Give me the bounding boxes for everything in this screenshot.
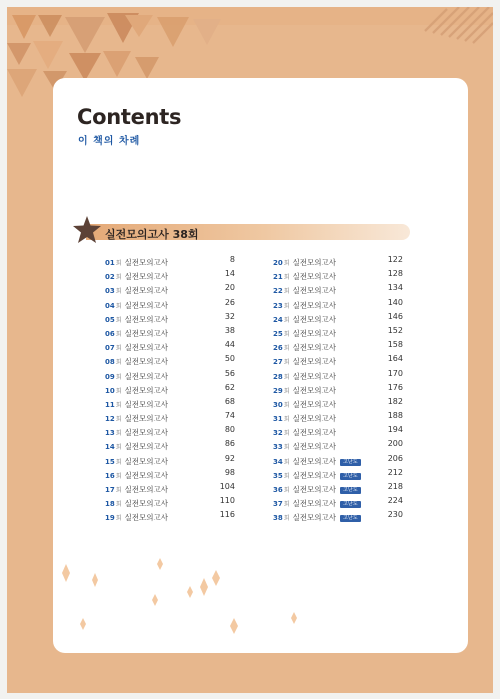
toc-entry — [273, 296, 403, 310]
toc-entry-suffix: 회 — [283, 260, 290, 267]
toc-entry-page: 110 — [219, 496, 235, 506]
toc-entry-number: 07 — [105, 344, 115, 353]
toc-entry-number: 34 — [273, 457, 283, 466]
toc-entry-suffix: 회 — [283, 359, 290, 367]
toc-entry — [273, 281, 403, 295]
difficulty-badge: 고난도 — [340, 501, 361, 508]
toc-entry — [105, 423, 235, 437]
toc-entry-page: 38 — [224, 325, 235, 335]
toc-entry-suffix: 회 — [283, 345, 290, 353]
toc-entry — [273, 324, 403, 338]
toc-entry-page: 134 — [387, 283, 403, 293]
toc-entry-number: 29 — [273, 386, 283, 395]
toc-entry-title: 실전모의고사 — [124, 442, 169, 452]
toc-entry — [105, 452, 235, 466]
toc-entry-page: 98 — [224, 467, 235, 477]
toc-entry — [273, 466, 403, 480]
toc-entry — [273, 310, 403, 324]
toc-entry — [273, 409, 403, 423]
toc-entry-title: 실전모의고사 — [124, 399, 169, 409]
toc-entry-suffix: 회 — [115, 316, 122, 324]
toc-entry-number: 32 — [273, 429, 283, 438]
toc-entry-title: 실전모의고사 — [292, 371, 337, 381]
toc-entry-number: 37 — [273, 500, 283, 509]
toc-entry-suffix: 회 — [283, 487, 290, 494]
toc-entry-suffix: 회 — [115, 373, 122, 381]
page-title: Contents — [77, 105, 182, 129]
star-icon — [72, 215, 102, 245]
toc-entry-suffix: 회 — [283, 444, 290, 452]
toc-entry — [273, 381, 403, 395]
toc-entry-page: 32 — [224, 311, 235, 321]
toc-entry-title: 실전모의고사 — [124, 513, 169, 523]
toc-entry-page: 122 — [387, 255, 403, 264]
toc-entry-number: 12 — [105, 415, 115, 424]
toc-entry-page: 50 — [224, 354, 235, 364]
toc-entry-number: 10 — [105, 386, 115, 395]
toc-entry-number: 08 — [105, 358, 115, 367]
toc-entry-number: 31 — [273, 415, 283, 424]
toc-entry-suffix: 회 — [283, 430, 290, 438]
toc-entry-page: 104 — [219, 482, 235, 491]
toc-entry-title: 실전모의고사 — [292, 314, 337, 324]
toc-entry-page: 188 — [387, 411, 403, 421]
toc-entry-suffix: 회 — [115, 288, 122, 296]
toc-entry-title: 실전모의고사 — [124, 414, 169, 424]
toc-entry-title: 실전모의고사 — [292, 357, 337, 367]
toc-entry — [273, 494, 403, 508]
toc-entry-suffix: 회 — [283, 416, 290, 424]
page-subtitle: 이 책의 차례 — [78, 136, 141, 147]
toc-entry-title: 실전모의고사 — [124, 272, 169, 282]
toc-entry-page: 218 — [387, 482, 403, 491]
toc-entry-suffix: 회 — [283, 387, 290, 395]
toc-entry-title: 실전모의고사 — [292, 513, 337, 523]
toc-entry — [105, 367, 235, 381]
toc-entry-number: 20 — [273, 259, 283, 267]
toc-entry-title: 실전모의고사 — [124, 499, 169, 509]
toc-entry — [105, 281, 235, 295]
toc-entry-number: 03 — [105, 287, 115, 296]
toc-entry-number: 22 — [273, 287, 283, 296]
toc-entry-suffix: 회 — [115, 302, 122, 310]
toc-entry-number: 11 — [105, 400, 115, 409]
toc-entry-page: 194 — [387, 425, 403, 435]
toc-entry-page: 56 — [224, 368, 235, 378]
toc-entry-suffix: 회 — [115, 387, 122, 395]
toc-entry — [105, 296, 235, 310]
toc-entry — [273, 452, 403, 466]
toc-entry-suffix: 회 — [283, 458, 290, 466]
toc-entry-suffix: 회 — [283, 288, 290, 296]
toc-entry-number: 24 — [273, 315, 283, 324]
toc-entry-title: 실전모의고사 — [292, 399, 337, 409]
toc-entry-page: 230 — [387, 510, 403, 520]
toc-entry-title: 실전모의고사 — [292, 499, 337, 509]
toc-entry — [105, 338, 235, 352]
toc-entry-suffix: 회 — [283, 515, 290, 523]
toc-entry — [105, 494, 235, 508]
toc-entry-suffix: 회 — [283, 316, 290, 324]
toc-entry-suffix: 회 — [115, 501, 122, 509]
toc-entry-page: 74 — [224, 411, 235, 421]
toc-entry-title: 실전모의고사 — [124, 456, 169, 466]
toc-entry-page: 14 — [224, 269, 235, 279]
toc-entry-number: 02 — [105, 273, 115, 282]
toc-entry-number: 04 — [105, 301, 115, 310]
toc-entry — [273, 423, 403, 437]
toc-entry — [273, 437, 403, 451]
toc-entry-title: 실전모의고사 — [292, 485, 337, 494]
toc-entry-suffix: 회 — [115, 416, 122, 424]
toc-entry-number: 18 — [105, 500, 115, 509]
toc-entry-number: 19 — [105, 514, 115, 523]
toc-entry-title: 실전모의고사 — [124, 314, 169, 324]
toc-entry — [273, 338, 403, 352]
toc-entry-number: 30 — [273, 400, 283, 409]
toc-entry — [273, 367, 403, 381]
toc-entry-title: 실전모의고사 — [124, 328, 169, 338]
toc-entry-title: 실전모의고사 — [292, 300, 337, 310]
toc-entry-page: 62 — [224, 382, 235, 392]
toc-entry-title: 실전모의고사 — [124, 300, 169, 310]
toc-entry-page: 86 — [224, 439, 235, 449]
toc-entry — [105, 480, 235, 494]
toc-entry-number: 09 — [105, 372, 115, 381]
toc-entry-title: 실전모의고사 — [124, 485, 169, 494]
toc-entry-page: 152 — [387, 325, 403, 335]
toc-entry-number: 36 — [273, 486, 283, 494]
toc-entry-number: 33 — [273, 443, 283, 452]
toc-entry-page: 146 — [387, 311, 403, 321]
toc-entry-suffix: 회 — [283, 302, 290, 310]
toc-entry — [273, 480, 403, 494]
toc-entry — [105, 409, 235, 423]
difficulty-badge: 고난도 — [340, 473, 361, 480]
toc-entry — [105, 466, 235, 480]
toc-entry-suffix: 회 — [115, 472, 122, 480]
toc-entry-title: 실전모의고사 — [124, 470, 169, 480]
toc-entry — [273, 253, 403, 267]
toc-entry-suffix: 회 — [283, 373, 290, 381]
toc-entry-suffix: 회 — [115, 458, 122, 466]
toc-entry — [105, 395, 235, 409]
toc-entry-number: 25 — [273, 329, 283, 338]
toc-entry — [273, 395, 403, 409]
toc-entry-title: 실전모의고사 — [292, 428, 337, 438]
toc-entry-title: 실전모의고사 — [292, 286, 337, 296]
toc-entry-number: 06 — [105, 329, 115, 338]
toc-entry-page: 68 — [224, 396, 235, 406]
toc-entry-suffix: 회 — [283, 501, 290, 509]
toc-entry-number: 01 — [105, 259, 115, 267]
toc-entry — [105, 437, 235, 451]
toc-entry-page: 182 — [387, 396, 403, 406]
toc-entry-page: 92 — [224, 453, 235, 463]
toc-entry-title: 실전모의고사 — [124, 286, 169, 296]
toc-entry — [273, 352, 403, 366]
toc-entry-suffix: 회 — [283, 472, 290, 480]
toc-entry-number: 27 — [273, 358, 283, 367]
toc-entry — [105, 267, 235, 281]
toc-entry-title: 실전모의고사 — [124, 343, 169, 353]
toc-entry-page: 158 — [387, 340, 403, 350]
toc-entry-number: 35 — [273, 471, 283, 480]
toc-entry-page: 116 — [219, 510, 235, 520]
toc-entry — [105, 381, 235, 395]
toc-entry-page: 8 — [229, 255, 235, 264]
toc-entry-suffix: 회 — [115, 430, 122, 438]
toc-entry — [273, 508, 403, 522]
toc-entry — [105, 352, 235, 366]
toc-entry-suffix: 회 — [115, 274, 122, 282]
toc-entry-page: 128 — [387, 269, 403, 279]
toc-entry-title: 실전모의고사 — [292, 385, 337, 395]
toc-entry-page: 44 — [224, 340, 235, 350]
toc-entry-page: 170 — [387, 368, 403, 378]
toc-entry-title: 실전모의고사 — [292, 470, 337, 480]
toc-entry-suffix: 회 — [283, 330, 290, 338]
toc-entry-title: 실전모의고사 — [124, 428, 169, 438]
toc-entry-suffix: 회 — [115, 359, 122, 367]
toc-entry-title: 실전모의고사 — [292, 414, 337, 424]
toc-entry-number: 16 — [105, 471, 115, 480]
toc-entry-title: 실전모의고사 — [292, 343, 337, 353]
toc-entry-page: 206 — [387, 453, 403, 463]
section-title: 실전모의고사 38회 — [105, 228, 199, 241]
toc-entry-page: 212 — [387, 467, 403, 477]
toc-entry-suffix: 회 — [115, 345, 122, 353]
toc-entry-suffix: 회 — [283, 401, 290, 409]
toc-entry-page: 20 — [224, 283, 235, 293]
toc-entry-page: 80 — [224, 425, 235, 435]
toc-entry-number: 05 — [105, 315, 115, 324]
toc-entry-title: 실전모의고사 — [292, 258, 337, 267]
toc-entry — [105, 508, 235, 522]
difficulty-badge: 고난도 — [340, 459, 361, 466]
toc-entry-title: 실전모의고사 — [292, 272, 337, 282]
toc-entry — [105, 324, 235, 338]
difficulty-badge: 고난도 — [340, 515, 361, 522]
toc-entry-page: 164 — [387, 354, 403, 364]
toc-entry-title: 실전모의고사 — [124, 385, 169, 395]
toc-entry-number: 38 — [273, 514, 283, 523]
toc-entry-page: 176 — [387, 382, 403, 392]
toc-entry-page: 140 — [387, 297, 403, 307]
toc-entry-number: 13 — [105, 429, 115, 438]
toc-entry — [105, 310, 235, 324]
toc-entry-number: 15 — [105, 457, 115, 466]
toc-entry-page: 26 — [224, 297, 235, 307]
difficulty-badge: 고난도 — [340, 487, 361, 494]
toc-entry-number: 26 — [273, 344, 283, 353]
toc-entry-number: 17 — [105, 486, 115, 494]
toc-entry-page: 200 — [387, 439, 403, 449]
toc-entry-number: 23 — [273, 301, 283, 310]
toc-entry-number: 21 — [273, 273, 283, 282]
toc-entry-suffix: 회 — [283, 274, 290, 282]
toc-entry — [273, 267, 403, 281]
toc-entry-page: 224 — [387, 496, 403, 506]
toc-entry-title: 실전모의고사 — [124, 258, 169, 267]
toc-entry-suffix: 회 — [115, 260, 122, 267]
toc-entry — [105, 253, 235, 267]
toc-entry-number: 28 — [273, 372, 283, 381]
toc-entry-title: 실전모의고사 — [124, 357, 169, 367]
toc-entry-suffix: 회 — [115, 515, 122, 523]
toc-entry-suffix: 회 — [115, 487, 122, 494]
toc-entry-title: 실전모의고사 — [292, 442, 337, 452]
toc-entry-suffix: 회 — [115, 401, 122, 409]
toc-column-right — [273, 253, 403, 523]
toc-entry-title: 실전모의고사 — [292, 328, 337, 338]
toc-entry-suffix: 회 — [115, 330, 122, 338]
toc-entry-number: 14 — [105, 443, 115, 452]
toc-entry-title: 실전모의고사 — [124, 371, 169, 381]
toc-entry-title: 실전모의고사 — [292, 456, 337, 466]
toc-column-left — [105, 253, 235, 523]
toc-entry-suffix: 회 — [115, 444, 122, 452]
